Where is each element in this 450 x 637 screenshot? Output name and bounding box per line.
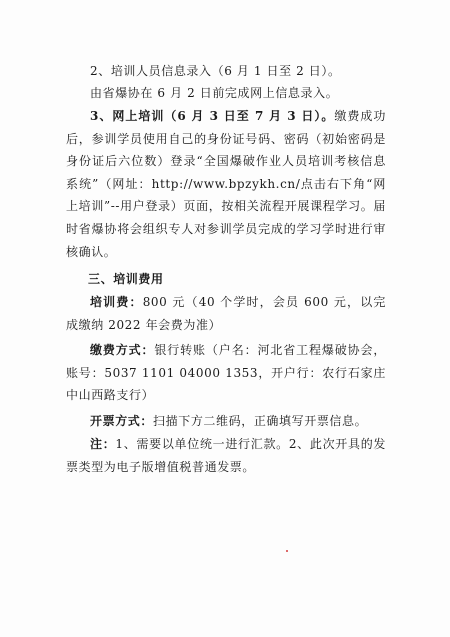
- item2-paragraph: [66, 60, 386, 83]
- item2-body-paragraph: [66, 82, 386, 105]
- invoice-text: 扫描下方二维码，正确填写开票信息。: [153, 414, 368, 428]
- note-text: 1、需要以单位统一进行汇款。2、此次开具的发票类型为电子版增值税普通发票。: [66, 437, 386, 474]
- item2-body: 由省爆协在 6 月 2 日前完成网上信息录入。: [90, 86, 339, 100]
- note-label: 注：: [90, 437, 116, 451]
- payment-paragraph: [66, 339, 386, 407]
- item2-title: 2、培训人员信息录入（6 月 1 日至 2 日）。: [90, 64, 341, 78]
- fee-text: 800 元（40 个学时，会员 600 元，以完成缴纳 2022 年会费为准）: [66, 295, 386, 332]
- section3-heading: 三、培训费用: [88, 272, 164, 286]
- payment-text: 银行转账（户名：河北省工程爆破协会，账号：5037 1101 04000 1353，开户行：农行石家庄中山西路支行）: [66, 343, 386, 403]
- item3-body: 缴费成功后，参训学员使用自己的身份证号码、密码（初始密码是身份证后六位数）登录“全国爆破作业人员培训考核信息系统”（网址：http://www.bpzykh.cn/点击右下角“网上培训”--用户登录）页面，按相关流程开展课程学习。届时省爆协将会组织专人对参训学员完成的学习学时进行审核确认。: [66, 109, 386, 259]
- item3-paragraph: [66, 105, 386, 263]
- invoice-paragraph: [66, 410, 386, 433]
- item3-lead: 3、网上培训（6 月 3 日至 7 月 3 日）。: [90, 109, 335, 123]
- scan-speck: [286, 550, 288, 552]
- invoice-label: 开票方式：: [90, 414, 154, 428]
- fee-paragraph: [66, 291, 386, 336]
- fee-label: 培训费：: [90, 295, 143, 309]
- payment-label: 缴费方式：: [90, 343, 155, 357]
- note-paragraph: [66, 433, 386, 478]
